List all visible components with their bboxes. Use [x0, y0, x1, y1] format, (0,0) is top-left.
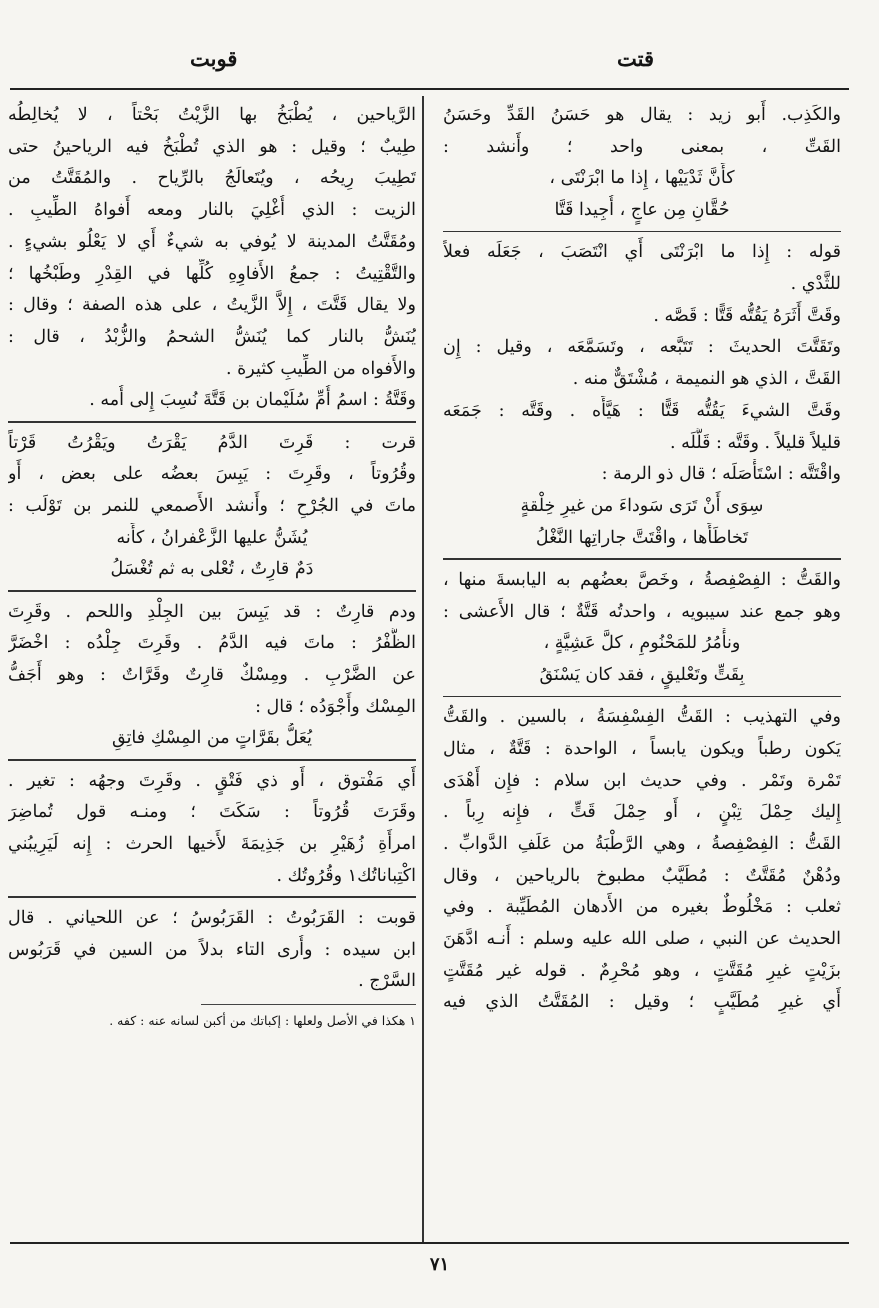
text-line: وقَتَّ الشيءَ يَقُتُّه قَتًّا : هَيَّأَه . وقَتَّه : جَمَعَه [443, 400, 841, 421]
verse-line: سِوَى أَنْ تَرَى سَوداءَ من غيرِ خِلْقةٍ [520, 495, 764, 516]
text-line: تَطِيبَ رِيحُه ، ويُتَعالَجُ بالرِّياح . والمُقَتَّتُ من [8, 168, 416, 189]
separator-rule [443, 558, 841, 560]
text-line: طِيبٌ ؛ وقيل : هو الذي تُطْبَخُ فيه الرياحينُ حتى [8, 136, 416, 157]
text-line: للثَّدْي . [790, 274, 841, 295]
text-line: إِليك حِمْلَ تِبْنٍ ، أَو حِمْلَ قَتٍّ ، فإِنه رِباً . [443, 802, 841, 823]
text-line: الزيت : الذي أُغْلِيَ بالنار ومعه أَفواهُ الطِّيبِ . [8, 200, 416, 221]
verse-line: بِقَتٍّ وتَعْليقٍ ، فقد كان يَسْنَقُ [539, 664, 745, 685]
separator-rule [8, 590, 416, 592]
text-line: قوله : إِذا ما ابْرَنْتَى أَي انْتَصَبَ ، جَعَلَه فعلاً [443, 242, 841, 263]
text-line: ودم قارِتٌ : قد يَبِسَ بين الجِلْدِ واللحم . وقَرِتَ [8, 601, 416, 622]
text-line: ولا يقال قَتَّتَ ، إِلاَّ الزَّيتُ ، على هذه الصفة ؛ وقال : [8, 295, 416, 316]
text-line: القَتَّ ، الذي هو النميمة ، مُشْتَقٌّ منه . [572, 369, 841, 390]
entry-paragraph [8, 100, 416, 417]
column-divider [422, 96, 424, 1242]
verse-block [8, 723, 416, 755]
text-line: يَكون رطباً ويكون يابساً ، الواحدة : قَتَّةٌ ، مثال [443, 738, 841, 759]
page-number: ٧١ [429, 1254, 450, 1275]
verse-block [443, 628, 841, 691]
verse-line: كأَنَّ ثَدْيَيْها ، إِذا ما ابْرَنْتَى ، [549, 168, 735, 189]
text-line: وفي التهذيب : القَتُّ الفِسْفِسَةُ ، بالسين . والقَتُّ [443, 707, 841, 728]
text-line: والتَّقْتِيتُ : جمعُ الأَفاوِهِ كُلِّها في القِدْرِ وطَبْخُها ؛ [8, 263, 416, 284]
text-line: وقُرُوتاً ، وقَرِتَ : يَبِسَ بعضُه على بعض ، أَو [8, 464, 416, 485]
separator-rule [8, 759, 416, 761]
text-line: امرأَةِ زُهَيْرِ بن جَذِيمَةَ لأَخيها الحرث : إِنه لَيَرِيبُني [8, 833, 416, 854]
text-line: وتَقَتَّتَ الحديثَ : تَتَبَّعه ، وتَسَمَّعَه ، وقيل : إِن [443, 337, 841, 358]
separator-rule [8, 896, 416, 898]
text-line: بزَيْتٍ غيرِ مُقَتَّتٍ ، وهو مُحْرِمٌ . قوله غير مُقَتَّتٍ [443, 960, 841, 981]
text-line: القَتُّ : الفِصْفِصةُ ، وهي الرَّطْبَةُ من عَلَفِ الدَّوابِّ . [443, 833, 841, 854]
verse-line: حُقَّانِ مِن عاجٍ ، أُجِيدا قَتَّا [554, 200, 730, 221]
left-column [8, 100, 416, 1240]
separator-rule [443, 696, 841, 698]
text-line: قليلاً قليلاً . وقَتَّه : قَلَّلَه . [670, 432, 841, 453]
text-line: قرت : قَرِتَ الدَّمُ يَقْرَتُ ويَقْرُتُ قَرْتاً [8, 432, 416, 453]
text-line: قوبت : القَرَبُوتُ : القَرَبُوسُ ؛ عن اللحياني . قال [8, 907, 416, 928]
entry-paragraph [443, 565, 841, 628]
verse-block [443, 163, 841, 226]
text-line: الرَّياحين ، يُطْبَخُ بها الزَّيْتُ بَحْتاً ، لا يُخالِطُه [8, 105, 416, 125]
text-line: القَتِّ ، بمعنى واحد ؛ وأَنشد : [443, 136, 841, 157]
entry-paragraph [443, 702, 841, 1019]
text-line: ماتَ في الجُرْحِ ؛ وأَنشد الأَصمعي للنمر بن تَوْلَب : [8, 495, 416, 516]
running-header-left: قوبت [190, 46, 238, 71]
footer-rule [10, 1242, 849, 1244]
text-line: اكْتِباناتُك١ وقُرُوتُك . [276, 865, 416, 886]
text-line: ودُهْنٌ مُقَتَّتٌ : مُطَيَّبٌ مطبوخ بالرياحين ، وقال [443, 865, 841, 886]
text-line: والقَتُّ : الفِصْفِصةُ ، وخَصَّ بعضُهم به اليابسةَ منها ، [443, 569, 841, 590]
text-line: عن الضَّرْبِ . ومِسْكٌ قارِتٌ وقَرَّاتٌ : وهو أَجَفُّ [8, 664, 416, 685]
text-line: المِسْك وأَجْوَدُه ؛ قال : [255, 696, 416, 717]
separator-rule [443, 231, 841, 233]
text-line: ومُقَتَّتُ المدينة لا يُوفي به شيءٌ أَي لا يَعْلُو بشيءٍ . [8, 231, 416, 252]
text-line: السَّرْج . [358, 971, 416, 992]
text-line: أَي مَفْتوق ، أَو ذي فَتْقٍ . وقَرِتَ وجهُه : تغير . [8, 770, 416, 791]
text-line: الحديث عن النبي ، صلى الله عليه وسلم : أَنـه ادَّهَنَ [443, 929, 841, 950]
text-line: يُنَشُّ بالنار كما يُنَشُّ الشحمُ والزُّبْدُ ، قال : [8, 326, 416, 347]
text-line: وقَرَتَ قُرُوتاً : سَكَتَ ؛ ومنـه قول تُماضِرَ [8, 802, 416, 823]
running-header-right: قتت [617, 46, 654, 71]
verse-line: تَخاطَأَها ، واقْتَتَّ جاراتِها النَّغْلُ [535, 527, 749, 548]
verse-line: يُعَلُّ بقَرَّاتٍ من المِسْكِ فاتِقِ [111, 728, 313, 749]
text-line: والكَذِب. أَبو زيد : يقال هو حَسَنُ القَدِّ وحَسَنُ [443, 105, 841, 125]
text-line: أَي غيرِ مُطَيَّبٍ ؛ وقيل : المُقَتَّتُ الذي فيه [443, 992, 841, 1013]
text-line: الظُّفْرُ : ماتَ فيه الدَّمُ . وقَرِتَ جِلْدُه : اخْضَرَّ [8, 633, 416, 654]
header-rule [10, 88, 849, 90]
entry-paragraph [8, 766, 416, 893]
text-line: والأَفواه من الطِّيبِ كثيرة . [226, 358, 416, 379]
verse-line: دَمٌ قارِتٌ ، تُعْلى به ثم تُغْسَلُ [110, 559, 314, 580]
entry-paragraph [443, 100, 841, 163]
entry-paragraph [8, 597, 416, 724]
entry-paragraph [8, 903, 416, 998]
entry-paragraph [8, 428, 416, 523]
entry-paragraph [443, 237, 841, 491]
text-line: ثعلب : مَخْلُوطٌ بغيره من الأَدهان المُطَيِّبة . وفي [443, 897, 841, 918]
verse-block [443, 491, 841, 554]
footnote-rule [201, 1004, 416, 1005]
text-line: واقْتَتَّه : اسْتَأْصَلَه ؛ قال ذو الرمة : [601, 464, 841, 485]
verse-line: ونأْمُرُ للمَحْنُومِ ، كلَّ عَشِيَّةٍ ، [543, 633, 741, 654]
footnote: ١ هكذا في الأصل ولعلها : إكباتك من أكبن لسانه عنه : كفه . [109, 1012, 416, 1028]
verse-block [8, 523, 416, 586]
text-line: وقَتَّةُ : اسمُ أُمِّ سُلَيْمان بن قَتَّةَ نُسِبَ إِلى أُمه . [89, 390, 416, 411]
right-column [443, 100, 841, 1240]
text-line: ابن سيده : وأُرى التاء بدلاً من السين في قَرَبُوس [8, 939, 416, 960]
separator-rule [8, 421, 416, 423]
verse-line: يُشَنُّ عليها الزَّعْفرانُ ، كأَنه [116, 527, 308, 548]
text-line: وهو جمع عند سيبويه ، واحدتُه قَتَّةٌ ؛ قال الأَعشى : [443, 601, 841, 622]
text-line: وقَتَّ أَثَرَهُ يَقُتُّه قَتًّا : قَصَّه . [653, 305, 841, 326]
text-line: تَمْرة وتَمْر . وفي حديث ابن سلام : فإِن أَهْدَى [443, 770, 841, 791]
